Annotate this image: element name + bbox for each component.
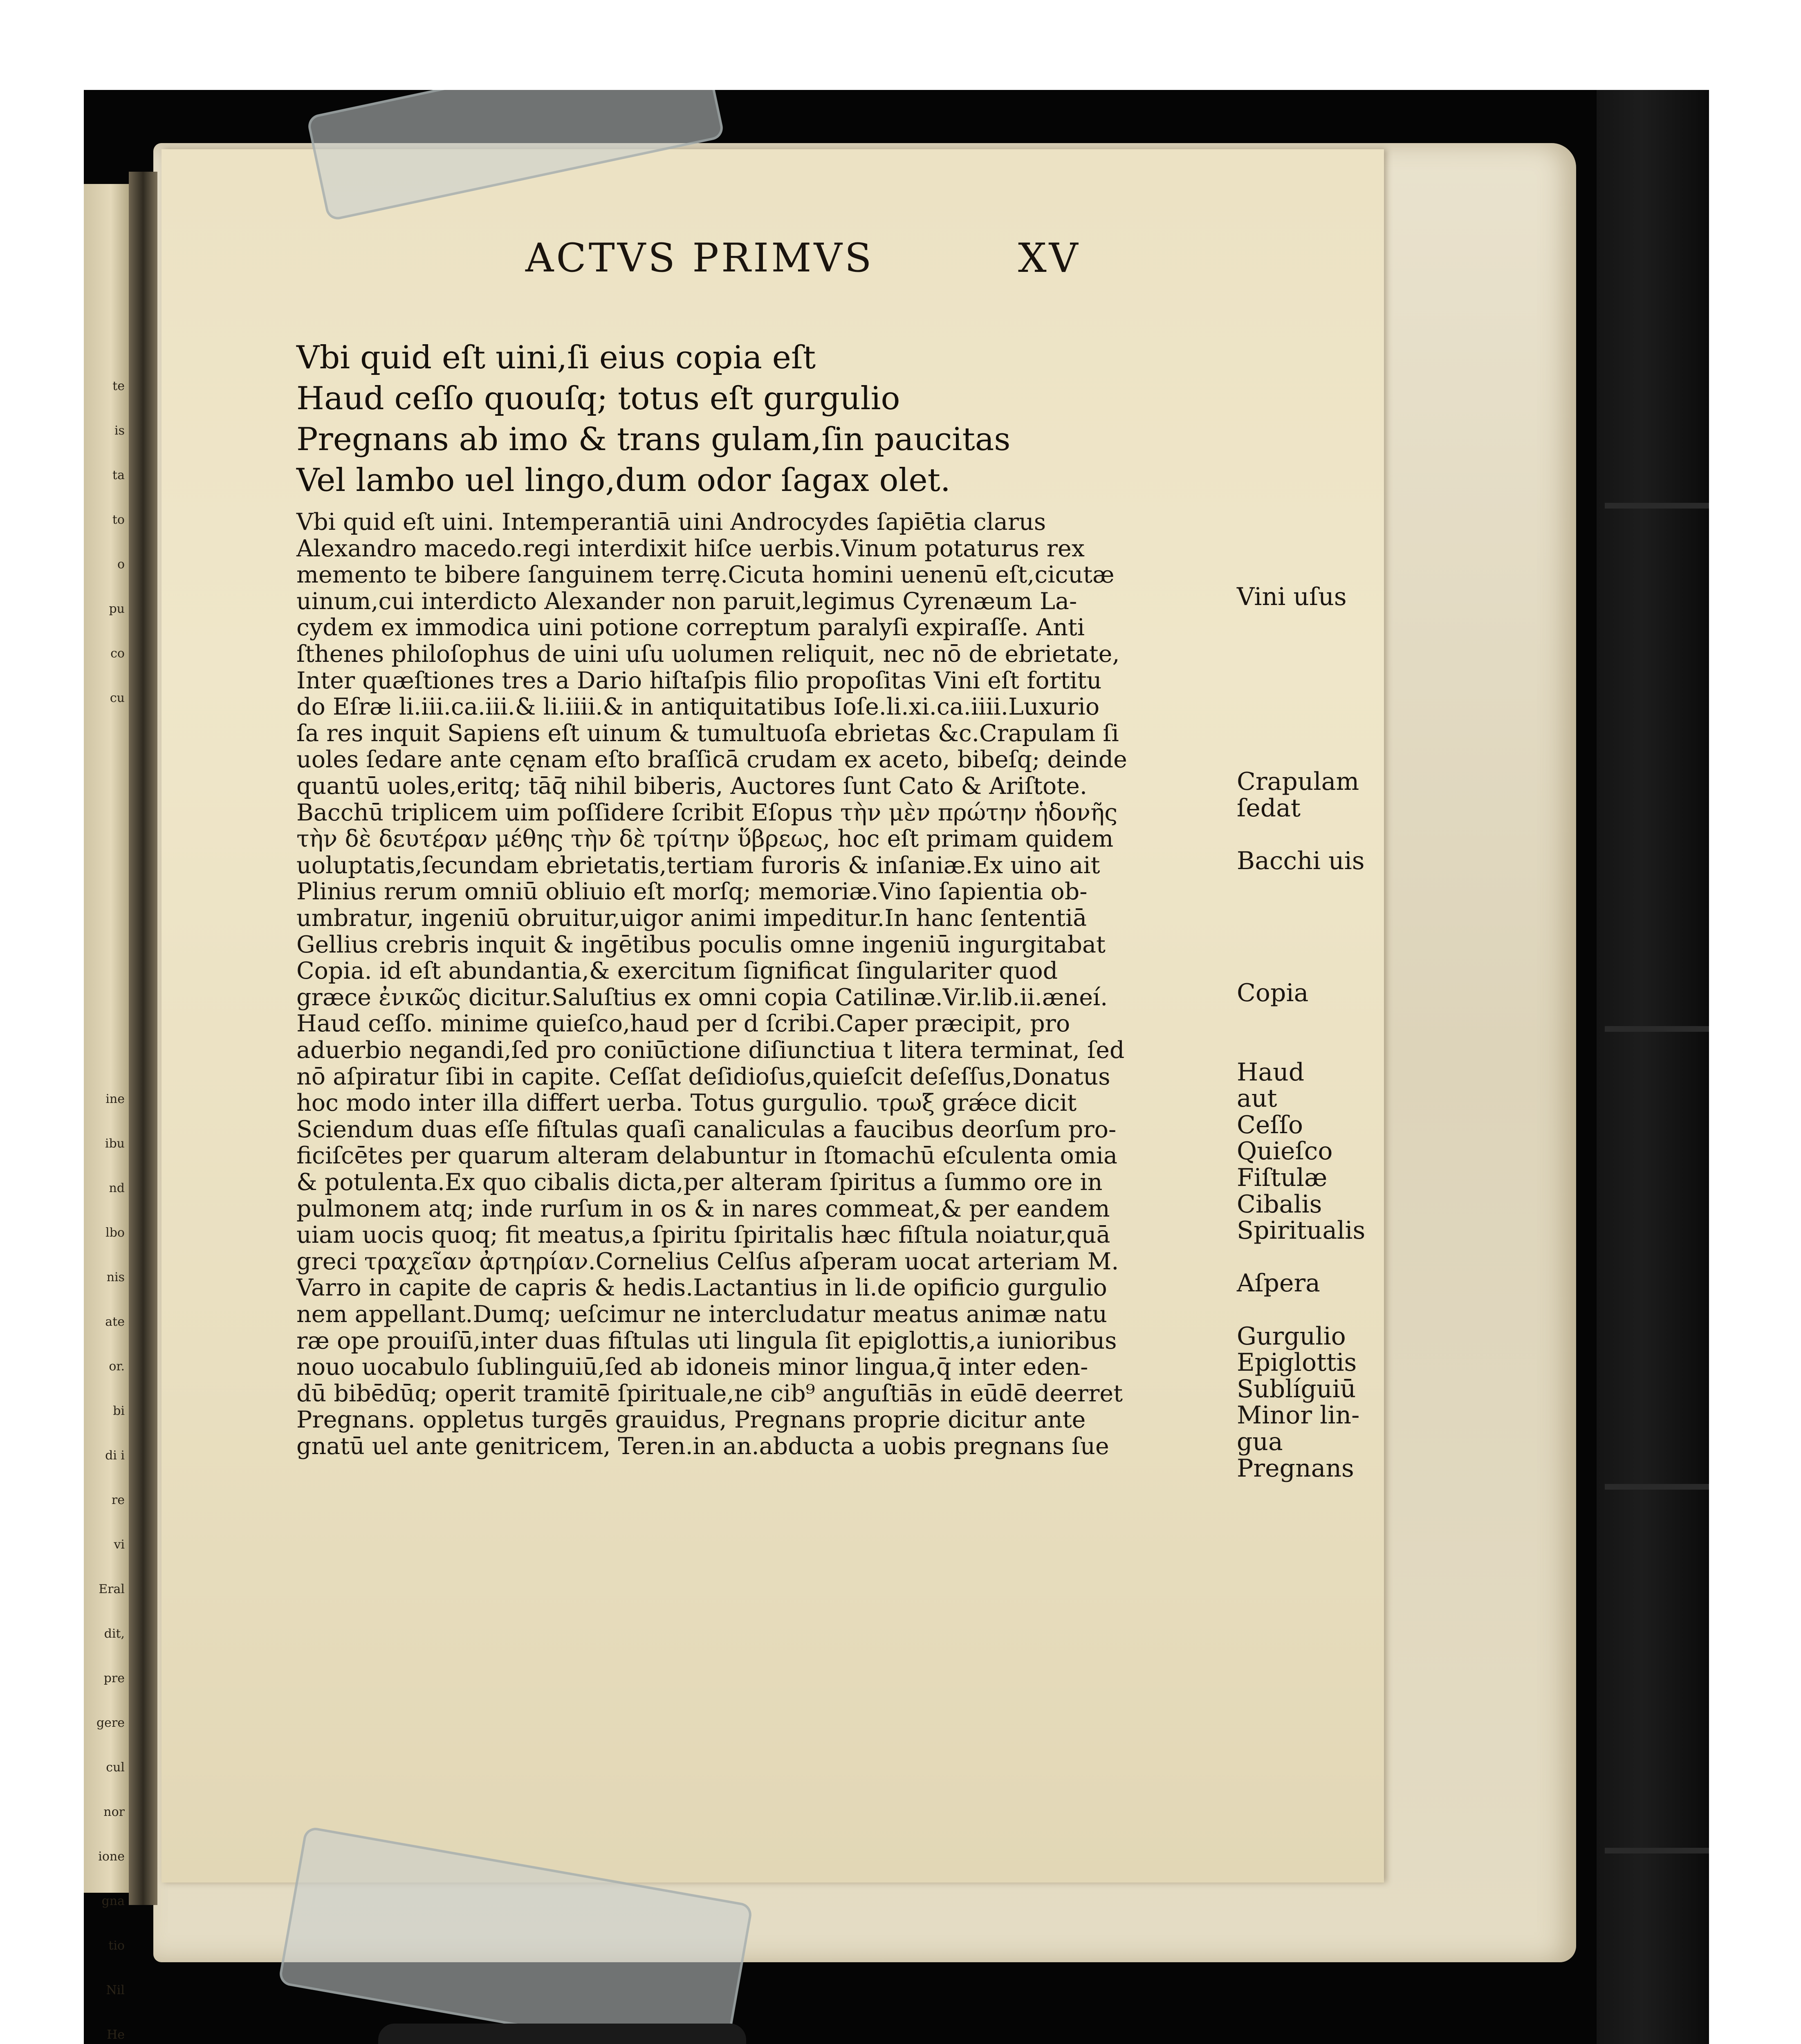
- clamp-base: [378, 2024, 746, 2044]
- marginal-note: Pregnans: [1237, 1454, 1354, 1483]
- commentary-line: ficiſcētes per quarum alteram delabuntur in ſtomachū eſculenta omia: [296, 1142, 1117, 1170]
- commentary-line: greci τραχεῖαν ἀρτηρίαν.Cornelius Celſus aſperam uocat arteriam M.: [296, 1248, 1119, 1275]
- book-gutter: [129, 172, 157, 1905]
- marginal-note: Aſpera: [1237, 1269, 1320, 1298]
- marginal-note: Vini uſus: [1237, 582, 1347, 611]
- commentary-line: ræ ope prouiſū,inter duas fiſtulas uti lingula ſit epiglottis,a iunioribus: [296, 1327, 1117, 1354]
- running-head: ACTVS PRIMVS: [525, 235, 874, 281]
- commentary-line: Copia. id eſt abundantia,& exercitum ſignificat ſingulariter quod: [296, 957, 1058, 985]
- scanner-rail: [1605, 1026, 1709, 1032]
- folio-number: XV: [1018, 235, 1081, 282]
- scan-frame: [84, 90, 1709, 2044]
- scanner-rail: [1605, 503, 1709, 509]
- scanner-rail: [1605, 1848, 1709, 1853]
- commentary-line: nouo uocabulo ſublinguiū,ſed ab idoneis minor lingua,q̄ inter eden-: [296, 1354, 1088, 1381]
- commentary-line: Haud ceſſo. minime quieſco,haud per d ſcribi.Caper præcipit, pro: [296, 1010, 1070, 1038]
- marginal-note: Bacchi uis: [1237, 846, 1365, 875]
- book-page: [161, 149, 1384, 1883]
- commentary-line: umbratur, ingeniū obruitur,uigor animi impeditur.In hanc ſententiā: [296, 905, 1087, 932]
- commentary-line: nem appellant.Dumq; ueſcimur ne intercludatur meatus animæ natu: [296, 1301, 1108, 1328]
- commentary-line: uinum,cui interdicto Alexander non paruit,legimus Cyrenæum La-: [296, 587, 1077, 615]
- marginal-note: Spiritualis: [1237, 1216, 1366, 1245]
- commentary-line: Varro in capite de capris & hedis.Lactantius in li.de opificio gurgulio: [296, 1274, 1107, 1302]
- marginal-note: Copia: [1237, 978, 1309, 1007]
- marginal-note: Minor lin-: [1237, 1401, 1360, 1430]
- commentary-line: gnatū uel ante genitricem, Teren.in an.abducta a uobis pregnans ſue: [296, 1433, 1109, 1460]
- verse-line: Pregnans ab imo & trans gulam,ſin paucitas: [296, 421, 1011, 458]
- commentary-line: τὴν δὲ δευτέραν μέθης τὴν δὲ τρίτην ὕβρεως, hoc eſt primam quidem: [296, 825, 1114, 853]
- commentary-line: Gellius crebris inquit & ingētibus poculis omne ingeniū ingurgitabat: [296, 931, 1106, 958]
- commentary-line: Bacchū triplicem uim poſſidere ſcribit Eſopus τὴν μὲν πρώτην ἡδονῆς: [296, 799, 1118, 826]
- marginal-note: Epiglottis: [1237, 1348, 1357, 1377]
- commentary-line: uoluptatis,ſecundam ebrietatis,tertiam furoris & inſaniæ.Ex uino ait: [296, 852, 1100, 879]
- commentary-line: memento te bibere ſanguinem terrę.Cicuta homini uenenū eſt,cicutæ: [296, 561, 1115, 589]
- commentary-line: Plinius rerum omniū obliuio eſt morſq; memoriæ.Vino ſapientia ob-: [296, 878, 1088, 905]
- commentary-line: Pregnans. oppletus turgēs grauidus, Pregnans proprie dicitur ante: [296, 1406, 1086, 1434]
- commentary-line: cydem ex immodica uini potione correptum paralyſi expiraſſe. Anti: [296, 614, 1085, 641]
- verse-line: Vbi quid eſt uini,ſi eius copia eſt: [296, 339, 816, 376]
- commentary-line: pulmonem atq; inde rurſum in os & in nares commeat,& per eandem: [296, 1195, 1110, 1222]
- commentary-line: uiam uocis quoq; fit meatus,a ſpiritu ſpiritalis hæc fiſtula noiatur,quā: [296, 1221, 1110, 1249]
- commentary-line: & potulenta.Ex quo cibalis dicta,per alteram ſpiritus a ſummo ore in: [296, 1169, 1103, 1196]
- commentary-line: Inter quæſtiones tres a Dario hiſtaſpis filio propoſitas Vini eſt fortitu: [296, 667, 1102, 694]
- scanner-rail: [1605, 1484, 1709, 1490]
- commentary-line: aduerbio negandi,ſed pro coniūctione diſiunctiua t litera terminat, ſed: [296, 1037, 1125, 1064]
- commentary-line: nō aſpiratur ſibi in capite. Ceſſat deſidioſus,quieſcit deſeſſus,Donatus: [296, 1063, 1110, 1090]
- marginal-note: aut: [1237, 1084, 1277, 1113]
- marginal-note: Crapulam: [1237, 767, 1359, 796]
- marginal-note: Gurgulio: [1237, 1322, 1346, 1351]
- commentary-line: Vbi quid eſt uini. Intemperantiā uini Androcydes ſapiētia clarus: [296, 509, 1046, 536]
- commentary-line: ſa res inquit Sapiens eſt uinum & tumultuoſa ebrietas &c.Crapulam ſi: [296, 719, 1119, 747]
- commentary-line: Sciendum duas eſſe fiſtulas quaſi canaliculas a faucibus deorſum pro-: [296, 1116, 1117, 1143]
- commentary-line: ſthenes philoſophus de uini uſu uolumen reliquit, nec nō de ebrietate,: [296, 641, 1120, 668]
- marginal-note: ſedat: [1237, 793, 1301, 823]
- marginal-note: Sublíguiū: [1237, 1374, 1356, 1403]
- previous-page-text: te is ta to o pu co cu ine ibu nd lbo nis ate or. bi di i re vi Eral dit, pre gere cul nor ione gna tio Nil He: [96, 379, 125, 2042]
- scanner-panel: [1597, 90, 1709, 2044]
- commentary-line: hoc modo inter illa differt uerba. Totus gurgulio. τρωξ grǽce dicit: [296, 1089, 1077, 1117]
- commentary-line: dū bibēdūq; operit tramitē ſpirituale,ne cib⁹ anguſtiās in eūdē deerret: [296, 1380, 1123, 1407]
- marginal-note: Haud: [1237, 1058, 1305, 1087]
- marginal-note: gua: [1237, 1428, 1283, 1456]
- commentary-line: uoles ſedare ante cęnam eſto braſſicā crudam ex aceto, bibeſq; deinde: [296, 746, 1127, 773]
- commentary-line: græce ἐνικῶς dicitur.Saluſtius ex omni copia Catilinæ.Vir.lib.ii.æneí.: [296, 984, 1108, 1011]
- previous-page-edge: [84, 184, 129, 2042]
- marginal-note: Quieſco: [1237, 1137, 1333, 1166]
- verse-line: Haud ceſſo quouſq; totus eſt gurgulio: [296, 380, 900, 417]
- commentary-line: do Eſræ li.iii.ca.iii.& li.iiii.& in antiquitatibus Ioſe.li.xi.ca.iiii.Luxurio: [296, 693, 1100, 721]
- commentary-line: Alexandro macedo.regi interdixit hiſce uerbis.Vinum potaturus rex: [296, 535, 1085, 562]
- commentary-line: quantū uoles,eritq; tāq̄ nihil biberis, Auctores ſunt Cato & Ariſtote.: [296, 773, 1087, 800]
- marginal-note: Fiſtulæ: [1237, 1163, 1328, 1192]
- verse-line: Vel lambo uel lingo,dum odor ſagax olet.: [296, 462, 951, 499]
- marginal-note: Ceſſo: [1237, 1110, 1303, 1139]
- marginal-note: Cibalis: [1237, 1190, 1322, 1219]
